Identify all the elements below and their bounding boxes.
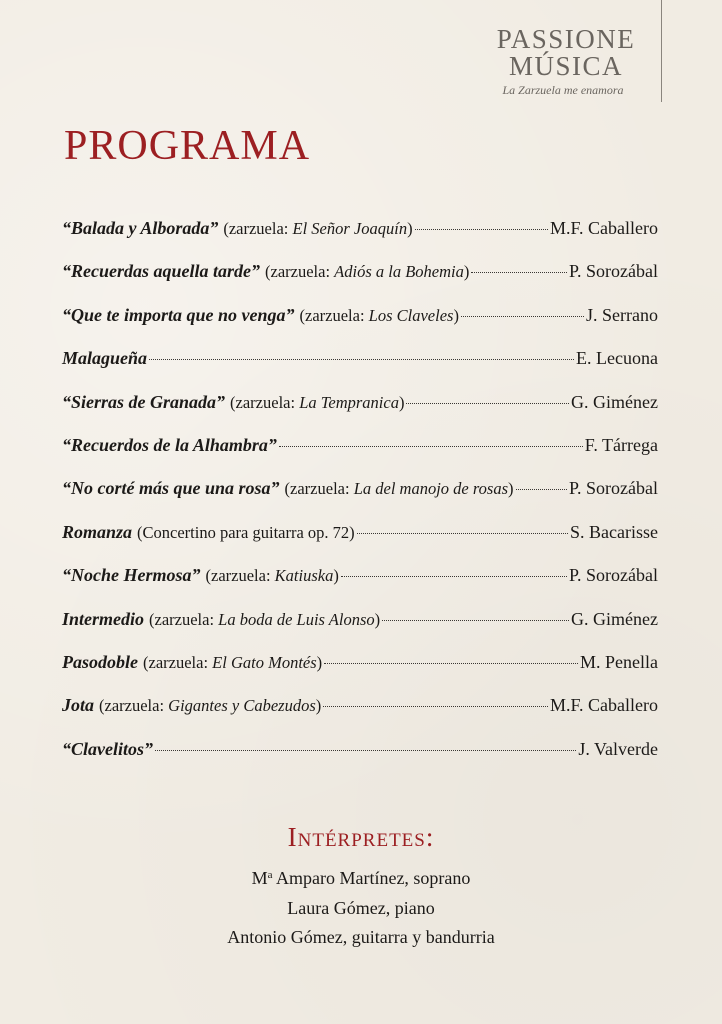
piece-note bbox=[99, 696, 321, 716]
piece-note bbox=[223, 219, 412, 239]
program-row bbox=[62, 522, 658, 565]
piece-source-title: El Gato Montés bbox=[212, 652, 317, 672]
composer-name: F. Tárrega bbox=[584, 434, 658, 455]
brand-logo bbox=[486, 26, 646, 98]
piece-title: “Que te importa que no venga” bbox=[62, 304, 295, 325]
program-row bbox=[62, 392, 658, 435]
piece-note-prefix: (Concertino para guitarra op. 72) bbox=[137, 522, 355, 542]
dot-leader bbox=[382, 620, 569, 621]
piece-title: “Clavelitos” bbox=[62, 738, 153, 759]
dot-leader bbox=[516, 489, 568, 490]
piece-note bbox=[149, 610, 380, 630]
piece-note bbox=[230, 393, 404, 413]
piece-note bbox=[206, 566, 339, 586]
composer-name: E. Lecuona bbox=[576, 348, 658, 369]
piece-note-suffix: ) bbox=[407, 219, 413, 238]
composer-name: M.F. Caballero bbox=[549, 218, 658, 238]
page-title: PROGRAMA bbox=[64, 123, 311, 169]
program-row bbox=[62, 435, 658, 478]
performers-heading: Intérpretes: bbox=[287, 822, 435, 852]
piece-title: Pasodoble bbox=[62, 651, 138, 672]
piece-note-prefix: (zarzuela: bbox=[230, 392, 300, 412]
piece-source-title: Los Claveles bbox=[368, 305, 454, 325]
program-row bbox=[62, 348, 658, 391]
composer-name: P. Sorozábal bbox=[569, 261, 658, 282]
composer-name: M. Penella bbox=[580, 651, 658, 672]
program-row bbox=[62, 609, 658, 652]
program-list bbox=[62, 218, 658, 782]
performer-guitar: Antonio Gómez, guitarra y bandurria bbox=[227, 927, 495, 947]
piece-note bbox=[285, 479, 514, 499]
program-row bbox=[62, 305, 658, 348]
program-row bbox=[62, 261, 658, 304]
program-row bbox=[62, 218, 658, 261]
dot-leader bbox=[471, 272, 567, 273]
piece-note-suffix: ) bbox=[374, 609, 381, 629]
piece-source-title: La boda de Luis Alonso bbox=[218, 609, 375, 629]
piece-note bbox=[300, 306, 459, 326]
piece-note bbox=[137, 523, 355, 543]
piece-note bbox=[265, 262, 469, 282]
program-row bbox=[62, 565, 658, 608]
dot-leader bbox=[415, 229, 548, 230]
composer-name: J. Valverde bbox=[578, 738, 658, 759]
piece-title: Intermedio bbox=[62, 608, 145, 629]
brand-tagline: La Zarzuela me enamora bbox=[502, 83, 624, 97]
piece-note-suffix: ) bbox=[398, 392, 405, 412]
piece-note-suffix: ) bbox=[463, 262, 470, 282]
dot-leader bbox=[149, 359, 574, 360]
piece-title: “Balada y Alborada” bbox=[62, 218, 219, 238]
composer-name: P. Sorozábal bbox=[569, 478, 658, 499]
piece-source-title: La Tempranica bbox=[299, 392, 399, 412]
dot-leader bbox=[155, 750, 576, 751]
brand-line-2: MÚSICA bbox=[508, 51, 624, 81]
piece-title: “Recuerdos de la Alhambra” bbox=[62, 434, 277, 455]
piece-note-suffix: ) bbox=[316, 652, 323, 672]
dot-leader bbox=[323, 706, 548, 707]
piece-note-prefix: (zarzuela: bbox=[205, 566, 275, 586]
piece-note bbox=[143, 653, 322, 673]
composer-name: M.F. Caballero bbox=[549, 695, 658, 716]
piece-title: Jota bbox=[62, 695, 95, 716]
piece-source-title: Adiós a la Bohemia bbox=[334, 262, 464, 282]
piece-note-prefix: (zarzuela: bbox=[149, 609, 219, 629]
dot-leader bbox=[461, 316, 584, 317]
piece-source-title: Katiuska bbox=[274, 566, 334, 586]
piece-title: Romanza bbox=[62, 521, 133, 542]
performer-soprano-initial: M bbox=[251, 868, 268, 888]
brand-divider bbox=[661, 0, 662, 102]
piece-title: “Recuerdas aquella tarde” bbox=[62, 261, 260, 282]
piece-title: Malagueña bbox=[62, 348, 148, 369]
composer-name: G. Giménez bbox=[571, 608, 658, 629]
dot-leader bbox=[406, 403, 569, 404]
dot-leader bbox=[357, 533, 568, 534]
performer-piano: Laura Gómez, piano bbox=[287, 897, 435, 918]
piece-title: “Noche Hermosa” bbox=[62, 565, 201, 586]
piece-note-suffix: ) bbox=[508, 479, 514, 499]
piece-note-suffix: ) bbox=[333, 566, 339, 586]
piece-note-prefix: (zarzuela: bbox=[284, 479, 354, 499]
piece-source-title: Gigantes y Cabezudos bbox=[168, 696, 316, 716]
dot-leader bbox=[324, 663, 578, 664]
brand-line-1: PASSIONE bbox=[496, 24, 636, 54]
piece-note-suffix: ) bbox=[315, 696, 322, 716]
dot-leader bbox=[341, 576, 567, 577]
dot-leader bbox=[279, 446, 583, 447]
composer-name: J. Serrano bbox=[586, 304, 658, 325]
piece-note-prefix: (zarzuela: bbox=[223, 219, 293, 238]
piece-note-prefix: (zarzuela: bbox=[99, 696, 169, 716]
piece-note-suffix: ) bbox=[453, 305, 459, 325]
performer-soprano-superscript: a bbox=[267, 869, 273, 881]
performer-soprano bbox=[0, 861, 722, 894]
performers-section bbox=[0, 822, 722, 953]
piece-title: “Sierras de Granada” bbox=[62, 391, 226, 412]
composer-name: G. Giménez bbox=[571, 391, 658, 412]
program-row bbox=[62, 739, 658, 782]
piece-source-title: El Señor Joaquín bbox=[292, 219, 408, 238]
program-row bbox=[62, 478, 658, 521]
piece-note-prefix: (zarzuela: bbox=[143, 652, 213, 672]
composer-name: S. Bacarisse bbox=[570, 521, 658, 542]
piece-source-title: La del manojo de rosas bbox=[353, 479, 508, 499]
piece-note-prefix: (zarzuela: bbox=[265, 262, 335, 282]
piece-title: “No corté más que una rosa” bbox=[62, 478, 280, 499]
program-row bbox=[62, 695, 658, 738]
composer-name: P. Sorozábal bbox=[569, 565, 658, 586]
performer-soprano-name: Amparo Martínez, soprano bbox=[272, 868, 471, 888]
piece-note-prefix: (zarzuela: bbox=[299, 305, 369, 325]
program-row bbox=[62, 652, 658, 695]
